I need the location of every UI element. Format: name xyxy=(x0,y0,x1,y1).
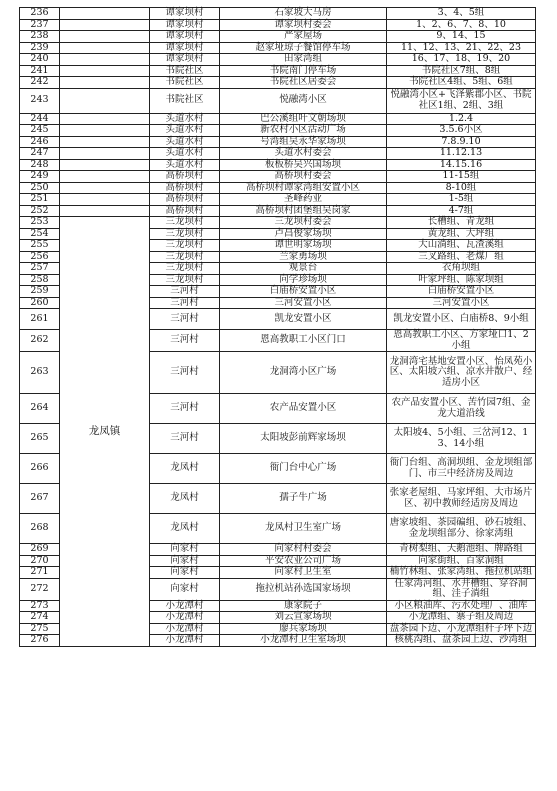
coverage-area: 8-10组 xyxy=(387,182,536,194)
assembly-site: 卢昌俊家场坝 xyxy=(220,228,387,240)
coverage-area: 白庙桥安置小区 xyxy=(387,286,536,298)
coverage-area: 龙洞湾宅基地安置小区、怡凤苑小区、太阳坡六组、凉水井散户、经适房小区 xyxy=(387,352,536,394)
village-name: 谭家坝村 xyxy=(150,19,220,31)
coverage-area: 太阳坡4、5小组、三岔河12、13、14小组 xyxy=(387,424,536,454)
village-name: 龙凤村 xyxy=(150,484,220,514)
town-name-empty xyxy=(60,136,150,148)
town-name-empty xyxy=(60,77,150,89)
assembly-site: 孺子牛广场 xyxy=(220,484,387,514)
village-name: 三龙坝村 xyxy=(150,274,220,286)
coverage-area: 三叉路组、老煤厂组 xyxy=(387,251,536,263)
row-number: 250 xyxy=(20,182,60,194)
village-name: 高桥坝村 xyxy=(150,205,220,217)
coverage-area: 16、17、18、19、20 xyxy=(387,54,536,66)
row-number: 256 xyxy=(20,251,60,263)
coverage-area: 长槽组、青龙组 xyxy=(387,217,536,229)
row-number: 253 xyxy=(20,217,60,229)
village-name: 三河村 xyxy=(150,394,220,424)
assembly-site: 新农村小区活动广场 xyxy=(220,125,387,137)
table-row xyxy=(20,182,536,194)
town-name-empty xyxy=(60,159,150,171)
village-name: 三龙坝村 xyxy=(150,217,220,229)
coverage-area: 叶家坪组、陈家坝组 xyxy=(387,274,536,286)
coverage-area: 农产品安置小区、苦竹园7组、金龙大道沿线 xyxy=(387,394,536,424)
village-name: 书院社区 xyxy=(150,65,220,77)
village-name: 三河村 xyxy=(150,352,220,394)
assembly-site: 太阳坡彭前辉家场坝 xyxy=(220,424,387,454)
row-number: 252 xyxy=(20,205,60,217)
table-row xyxy=(20,217,536,229)
row-number: 258 xyxy=(20,274,60,286)
row-number: 249 xyxy=(20,171,60,183)
coverage-area: 核桃沟组、盘茶园上边、沙湾组 xyxy=(387,635,536,647)
coverage-area: 1-5组 xyxy=(387,194,536,206)
row-number: 265 xyxy=(20,424,60,454)
assembly-site: 衙门台中心广场 xyxy=(220,454,387,484)
row-number: 272 xyxy=(20,578,60,600)
row-number: 248 xyxy=(20,159,60,171)
coverage-area: 小区粮油库、污水处理厂、油库 xyxy=(387,600,536,612)
coverage-area: 9、14、15 xyxy=(387,31,536,43)
village-name: 龙凤村 xyxy=(150,454,220,484)
coverage-area: 1.2.4 xyxy=(387,113,536,125)
assembly-site: 三河安置小区 xyxy=(220,297,387,309)
village-name: 小龙潭村 xyxy=(150,600,220,612)
village-name: 高桥坝村 xyxy=(150,171,220,183)
assembly-site: 书院社区居委会 xyxy=(220,77,387,89)
town-name-empty xyxy=(60,42,150,54)
distribution-table xyxy=(19,7,536,647)
village-name: 书院社区 xyxy=(150,88,220,113)
table-row xyxy=(20,136,536,148)
row-number: 269 xyxy=(20,544,60,556)
row-number: 242 xyxy=(20,77,60,89)
village-name: 三龙坝村 xyxy=(150,251,220,263)
coverage-area: 书院社区4组、5组、6组 xyxy=(387,77,536,89)
table-row xyxy=(20,205,536,217)
village-name: 向家村 xyxy=(150,544,220,556)
row-number: 238 xyxy=(20,31,60,43)
table-row xyxy=(20,194,536,206)
assembly-site: 头道水村委会 xyxy=(220,148,387,160)
row-number: 271 xyxy=(20,567,60,579)
row-number: 251 xyxy=(20,194,60,206)
assembly-site: 康家院子 xyxy=(220,600,387,612)
coverage-area: 衣角坝组 xyxy=(387,263,536,275)
village-name: 谭家坝村 xyxy=(150,42,220,54)
assembly-site: 谭家坝村委会 xyxy=(220,19,387,31)
assembly-site: 向家村卫生室 xyxy=(220,567,387,579)
village-name: 书院社区 xyxy=(150,77,220,89)
assembly-site: 兰家勇场坝 xyxy=(220,251,387,263)
coverage-area: 11、12、13、21、22、23 xyxy=(387,42,536,54)
coverage-area: 楠竹林组、张家湾组、拖拉机站组 xyxy=(387,567,536,579)
row-number: 244 xyxy=(20,113,60,125)
row-number: 245 xyxy=(20,125,60,137)
row-number: 267 xyxy=(20,484,60,514)
assembly-site: 三龙坝村委会 xyxy=(220,217,387,229)
coverage-area: 14.15.16 xyxy=(387,159,536,171)
town-name-empty xyxy=(60,148,150,160)
table-row xyxy=(20,113,536,125)
village-name: 高桥坝村 xyxy=(150,182,220,194)
coverage-area: 黄龙组、大坪组 xyxy=(387,228,536,240)
assembly-site: 高桥坝村谭家湾组安置小区 xyxy=(220,182,387,194)
town-name-empty xyxy=(60,194,150,206)
assembly-site: 板板桥吴兴国场坝 xyxy=(220,159,387,171)
village-name: 小龙潭村 xyxy=(150,635,220,647)
coverage-area: 凯龙安置小区、白庙桥8、9小组 xyxy=(387,309,536,330)
row-number: 264 xyxy=(20,394,60,424)
row-number: 260 xyxy=(20,297,60,309)
coverage-area: 唐家坡组、茶园碥组、砂石坡组、金龙坝组部分、徐家湾组 xyxy=(387,514,536,544)
row-number: 236 xyxy=(20,8,60,20)
table-row xyxy=(20,125,536,137)
coverage-area: 1、2、6、7、8、10 xyxy=(387,19,536,31)
village-name: 三河村 xyxy=(150,309,220,330)
assembly-site: 圣峰药业 xyxy=(220,194,387,206)
table-row xyxy=(20,171,536,183)
town-name-empty xyxy=(60,19,150,31)
village-name: 头道水村 xyxy=(150,125,220,137)
table-row xyxy=(20,42,536,54)
assembly-site: 田家湾组 xyxy=(220,54,387,66)
village-name: 谭家坝村 xyxy=(150,54,220,66)
assembly-site: 观景台 xyxy=(220,263,387,275)
row-number: 263 xyxy=(20,352,60,394)
village-name: 三河村 xyxy=(150,424,220,454)
table-row xyxy=(20,54,536,66)
row-number: 254 xyxy=(20,228,60,240)
coverage-area: 向家街组、百家洞组 xyxy=(387,555,536,567)
row-number: 243 xyxy=(20,88,60,113)
row-number: 270 xyxy=(20,555,60,567)
row-number: 268 xyxy=(20,514,60,544)
coverage-area: 张家老屋组、马家坪组、大市场片区、初中教师经适房及周边 xyxy=(387,484,536,514)
assembly-site: 平安农业公司广场 xyxy=(220,555,387,567)
table-row xyxy=(20,148,536,160)
coverage-area: 三河安置小区 xyxy=(387,297,536,309)
table-body xyxy=(20,8,536,647)
assembly-site: 凯龙安置小区 xyxy=(220,309,387,330)
assembly-site: 向家村村委会 xyxy=(220,544,387,556)
coverage-area: 恩高教职工小区、方家垭口1、2小组 xyxy=(387,330,536,352)
town-name-empty xyxy=(60,54,150,66)
row-number: 241 xyxy=(20,65,60,77)
coverage-area: 盘茶园下边、小龙潭组杆子坪下边 xyxy=(387,623,536,635)
table-row xyxy=(20,8,536,20)
row-number: 275 xyxy=(20,623,60,635)
row-number: 240 xyxy=(20,54,60,66)
coverage-area: 11.12.13 xyxy=(387,148,536,160)
table-row xyxy=(20,159,536,171)
row-number: 266 xyxy=(20,454,60,484)
village-name: 谭家坝村 xyxy=(150,31,220,43)
row-number: 239 xyxy=(20,42,60,54)
village-name: 头道水村 xyxy=(150,159,220,171)
assembly-site: 书院南门停车场 xyxy=(220,65,387,77)
village-name: 龙凤村 xyxy=(150,514,220,544)
assembly-site: 恩高教职工小区门口 xyxy=(220,330,387,352)
village-name: 向家村 xyxy=(150,567,220,579)
village-name: 头道水村 xyxy=(150,113,220,125)
row-number: 237 xyxy=(20,19,60,31)
table-row xyxy=(20,77,536,89)
row-number: 259 xyxy=(20,286,60,298)
town-name-empty xyxy=(60,125,150,137)
row-number: 273 xyxy=(20,600,60,612)
town-name-empty xyxy=(60,171,150,183)
village-name: 三龙坝村 xyxy=(150,240,220,252)
assembly-site: 向学珍场坝 xyxy=(220,274,387,286)
assembly-site: 白庙桥安置小区 xyxy=(220,286,387,298)
town-name-empty xyxy=(60,88,150,113)
town-name-empty xyxy=(60,65,150,77)
coverage-area: 衙门台组、高洞坝组、金龙坝组部门、市三中经济房及周边 xyxy=(387,454,536,484)
village-name: 向家村 xyxy=(150,578,220,600)
village-name: 三龙坝村 xyxy=(150,263,220,275)
assembly-site: 赵家垭琼子餐馆停车场 xyxy=(220,42,387,54)
assembly-site: 刘云宣家场坝 xyxy=(220,612,387,624)
assembly-site: 高桥坝村委会 xyxy=(220,171,387,183)
row-number: 247 xyxy=(20,148,60,160)
row-number: 262 xyxy=(20,330,60,352)
coverage-area: 书院社区7组、8组 xyxy=(387,65,536,77)
assembly-site: 严家屋场 xyxy=(220,31,387,43)
village-name: 三河村 xyxy=(150,297,220,309)
town-name-empty xyxy=(60,182,150,194)
table-row xyxy=(20,19,536,31)
coverage-area: 小龙潭组、寨子组及周边 xyxy=(387,612,536,624)
village-name: 三河村 xyxy=(150,286,220,298)
town-name-empty xyxy=(60,113,150,125)
village-name: 小龙潭村 xyxy=(150,612,220,624)
assembly-site: 龙凤村卫生室广场 xyxy=(220,514,387,544)
table-row xyxy=(20,31,536,43)
assembly-site: 号湾组吴永华家场坝 xyxy=(220,136,387,148)
town-name-empty xyxy=(60,31,150,43)
row-number: 276 xyxy=(20,635,60,647)
assembly-site: 悦融湾小区 xyxy=(220,88,387,113)
village-name: 高桥坝村 xyxy=(150,194,220,206)
village-name: 三龙坝村 xyxy=(150,228,220,240)
assembly-site: 廖兵家场坝 xyxy=(220,623,387,635)
coverage-area: 3、4、5组 xyxy=(387,8,536,20)
assembly-site: 石家坡大马房 xyxy=(220,8,387,20)
coverage-area: 3.5.6小区 xyxy=(387,125,536,137)
village-name: 头道水村 xyxy=(150,136,220,148)
assembly-site: 农产品安置小区 xyxy=(220,394,387,424)
village-name: 三河村 xyxy=(150,330,220,352)
coverage-area: 青树梨组、天鹅池组、牌路组 xyxy=(387,544,536,556)
coverage-area: 悦融湾小区+飞泽紫郡小区、书院社区1组、2组、3组 xyxy=(387,88,536,113)
coverage-area: 任家湾河组、水井槽组、穿谷洞组、洼子淌组 xyxy=(387,578,536,600)
assembly-site: 小龙潭村卫生室场坝 xyxy=(220,635,387,647)
coverage-area: 11-15组 xyxy=(387,171,536,183)
row-number: 257 xyxy=(20,263,60,275)
town-name: 龙凤镇 xyxy=(60,217,150,647)
village-name: 头道水村 xyxy=(150,148,220,160)
assembly-site: 高桥坝村团堡组吴岗家 xyxy=(220,205,387,217)
village-name: 向家村 xyxy=(150,555,220,567)
coverage-area: 大山淌组、瓦渣溪组 xyxy=(387,240,536,252)
assembly-site: 谭世明家场坝 xyxy=(220,240,387,252)
table-row xyxy=(20,65,536,77)
village-name: 谭家坝村 xyxy=(150,8,220,20)
row-number: 255 xyxy=(20,240,60,252)
row-number: 274 xyxy=(20,612,60,624)
town-name-empty xyxy=(60,8,150,20)
assembly-site: 拖拉机站孙选国家场坝 xyxy=(220,578,387,600)
coverage-area: 7.8.9.10 xyxy=(387,136,536,148)
assembly-site: 龙洞湾小区广场 xyxy=(220,352,387,394)
table-row xyxy=(20,88,536,113)
assembly-site: 巴公溪组叶文朝场坝 xyxy=(220,113,387,125)
town-name-empty xyxy=(60,205,150,217)
village-name: 小龙潭村 xyxy=(150,623,220,635)
row-number: 246 xyxy=(20,136,60,148)
row-number: 261 xyxy=(20,309,60,330)
coverage-area: 4-7组 xyxy=(387,205,536,217)
